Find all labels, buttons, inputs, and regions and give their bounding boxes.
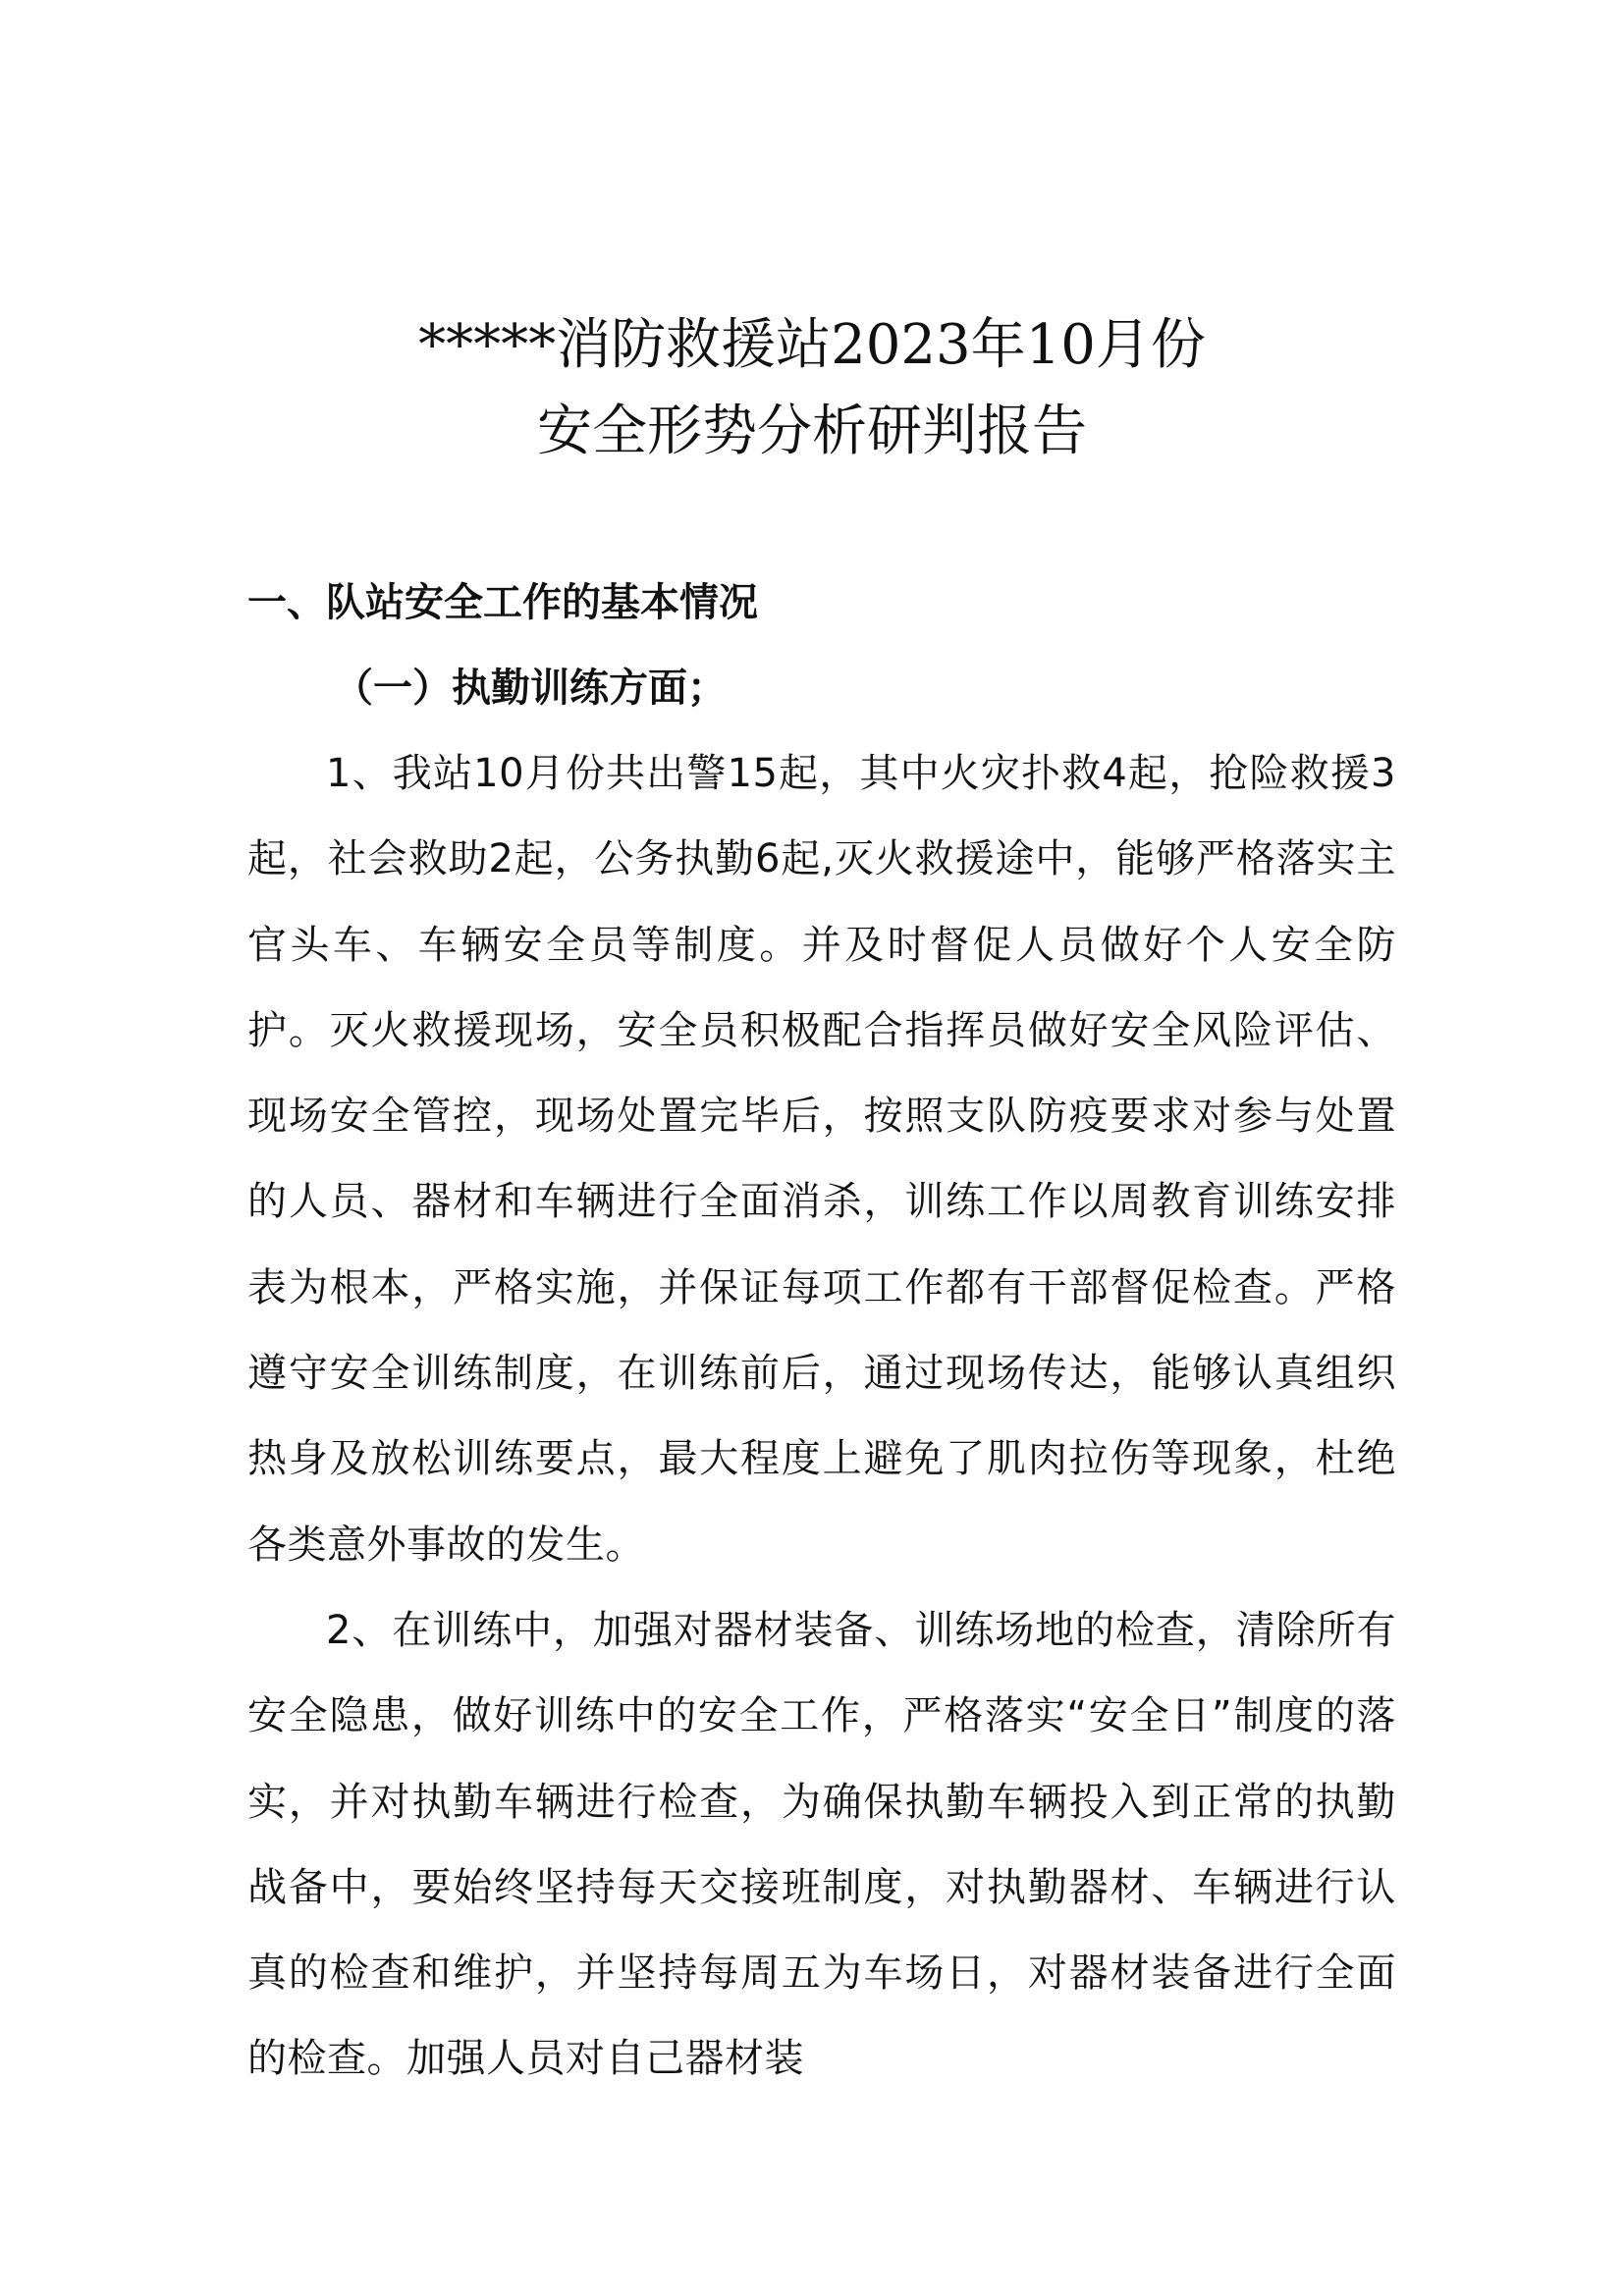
- sub-heading: （一）执勤训练方面；: [334, 666, 727, 711]
- body-paragraph-2: 2、在训练中，加强对器材装备、训练场地的检查，清除所有安全隐患，做好训练中的安全工作，严格落实“安全日”制度的落实，并对执勤车辆进行检查，为确保执勤车辆投入到正常的执勤战备中，要始终坚持每天交接班制度，对执勤器材、车辆进行认真的检查和维护，并坚持每周五为车场日，对器材装备进行全面的检查。加强人员对自己器材装: [247, 1608, 1396, 2082]
- document-title-line-1: *****消防救援站2023年10月份: [418, 313, 1206, 377]
- body-paragraph-1: 1、我站10月份共出警15起，其中火灾扑救4起，抢险救援3起，社会救助2起，公务执勤6起,灭火救援途中，能够严格落实主官头车、车辆安全员等制度。并及时督促人员做好个人安全防护。灭火救援现场，安全员积极配合指挥员做好安全风险评估、现场安全管控，现场处置完毕后，按照支队防疫要求对参与处置的人员、器材和车辆进行全面消杀，训练工作以周教育训练安排表为根本，严格实施，并保证每项工作都有干部督促检查。严格遵守安全训练制度，在训练前后，通过现场传达，能够认真组织热身及放松训练要点，最大程度上避免了肌肉拉伤等现象，杜绝各类意外事故的发生。: [247, 751, 1396, 1568]
- document-title-line-2: 安全形势分析研判报告: [537, 400, 1087, 463]
- section-heading: 一、队站安全工作的基本情况: [247, 580, 758, 625]
